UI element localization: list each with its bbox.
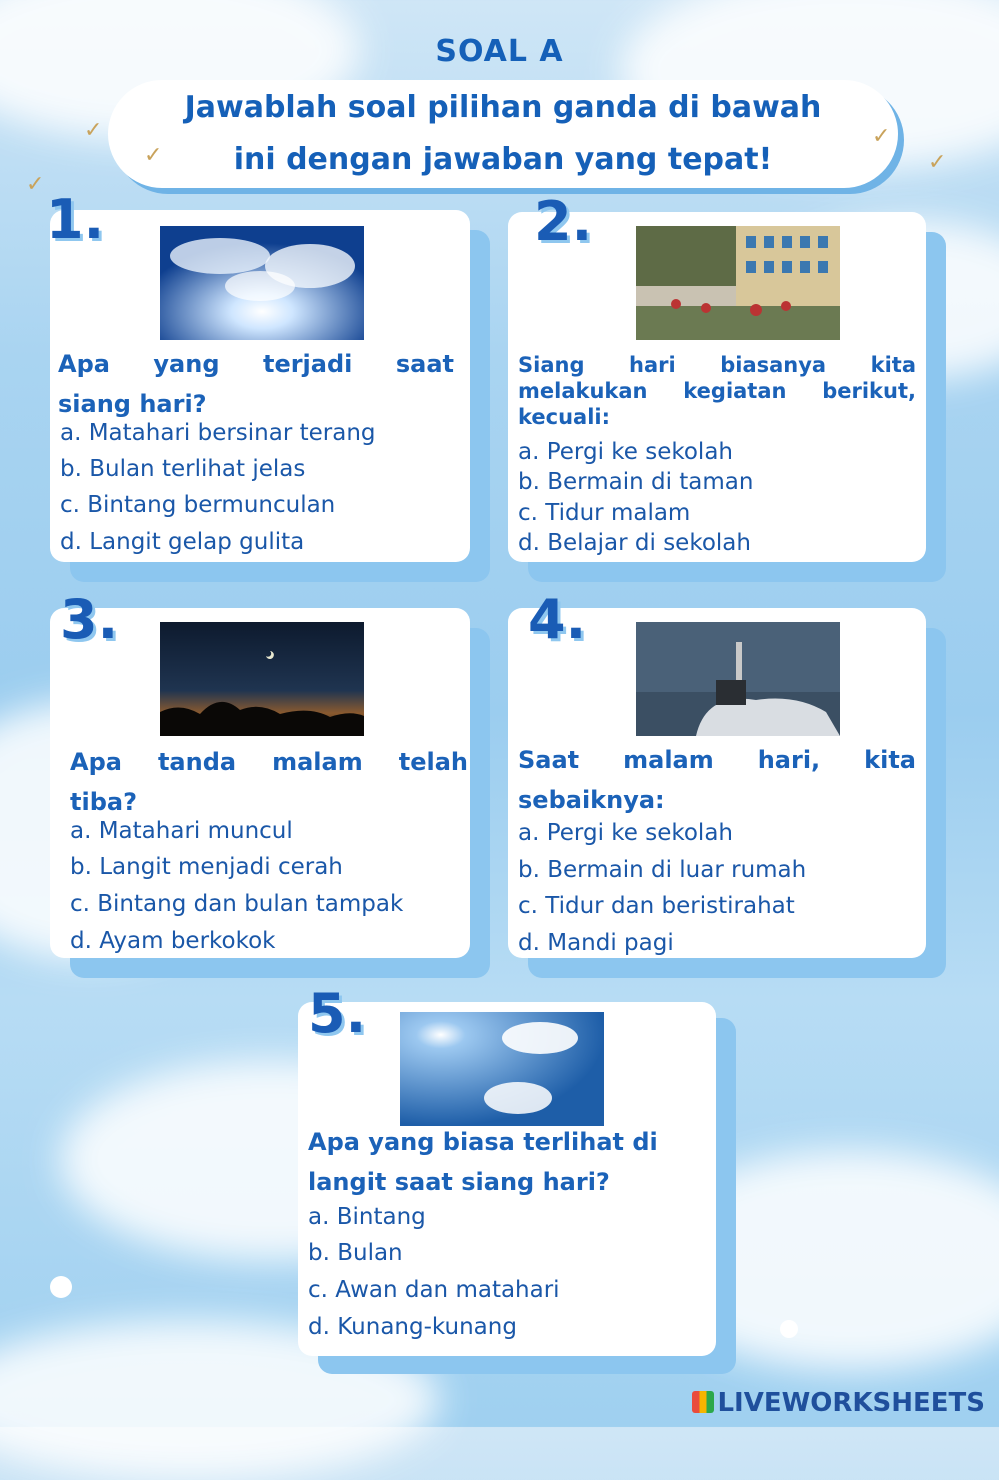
bird-icon: ✓: [26, 172, 45, 197]
option-c[interactable]: c. Awan dan matahari: [308, 1277, 560, 1303]
school-courtyard-photo: [636, 226, 840, 340]
question-text: Apa tanda malam telah tiba?: [70, 748, 468, 816]
instruction-line-1: Jawablah soal pilihan ganda di bawah: [184, 90, 822, 125]
option-c[interactable]: c. Bintang dan bulan tampak: [70, 891, 404, 917]
bird-icon: ✓: [928, 150, 947, 175]
option-d[interactable]: d. Mandi pagi: [518, 930, 674, 956]
option-d[interactable]: d. Ayam berkokok: [70, 928, 276, 954]
option-a[interactable]: a. Pergi ke sekolah: [518, 820, 733, 846]
bird-icon: ✓: [84, 118, 103, 143]
sunny-sky-with-clouds-photo: [160, 226, 364, 340]
liveworksheets-logo: LIVEWORKSHEETS: [692, 1388, 985, 1418]
page-title: SOAL A: [435, 34, 564, 69]
instruction-line-2: ini dengan jawaban yang tepat!: [233, 142, 773, 177]
question-number: 2.: [534, 190, 593, 253]
option-b[interactable]: b. Bermain di luar rumah: [518, 857, 807, 883]
option-b[interactable]: b. Langit menjadi cerah: [70, 854, 343, 880]
option-b[interactable]: b. Bulan terlihat jelas: [60, 456, 306, 482]
option-a[interactable]: a. Bintang: [308, 1204, 426, 1230]
question-number: 4.: [528, 588, 587, 651]
option-d[interactable]: d. Kunang-kunang: [308, 1314, 517, 1340]
question-number: 3.: [60, 588, 119, 651]
question-text: Siang hari biasanya kita melakukan kegiatan berikut, kecuali:: [518, 353, 916, 429]
option-c[interactable]: c. Tidur malam: [518, 500, 691, 526]
bird-icon: ✓: [872, 124, 891, 149]
decorative-dot: [50, 1276, 72, 1298]
question-number: 1.: [46, 188, 105, 251]
option-c[interactable]: c. Tidur dan beristirahat: [518, 893, 795, 919]
option-d[interactable]: d. Langit gelap gulita: [60, 529, 305, 555]
option-b[interactable]: b. Bermain di taman: [518, 469, 754, 495]
option-d[interactable]: d. Belajar di sekolah: [518, 530, 751, 556]
option-c[interactable]: c. Bintang bermunculan: [60, 492, 336, 518]
option-b[interactable]: b. Bulan: [308, 1240, 403, 1266]
instruction-banner: [108, 80, 898, 188]
option-a[interactable]: a. Matahari bersinar terang: [60, 420, 376, 446]
option-a[interactable]: a. Pergi ke sekolah: [518, 439, 733, 465]
question-text: Apa yang biasa terlihat di langit saat siang hari?: [308, 1128, 658, 1196]
night-sky-moon-photo: [160, 622, 364, 736]
question-text: Saat malam hari, kita sebaiknya:: [518, 746, 916, 814]
question-text: Apa yang terjadi saat siang hari?: [58, 350, 454, 418]
bird-icon: ✓: [144, 143, 163, 168]
question-number: 5.: [308, 982, 367, 1045]
liveworksheets-logo-icon: [692, 1391, 714, 1413]
person-sleeping-photo: [636, 622, 840, 736]
decorative-dot: [780, 1320, 798, 1338]
blue-sky-sun-clouds-photo: [400, 1012, 604, 1126]
option-a[interactable]: a. Matahari muncul: [70, 818, 293, 844]
